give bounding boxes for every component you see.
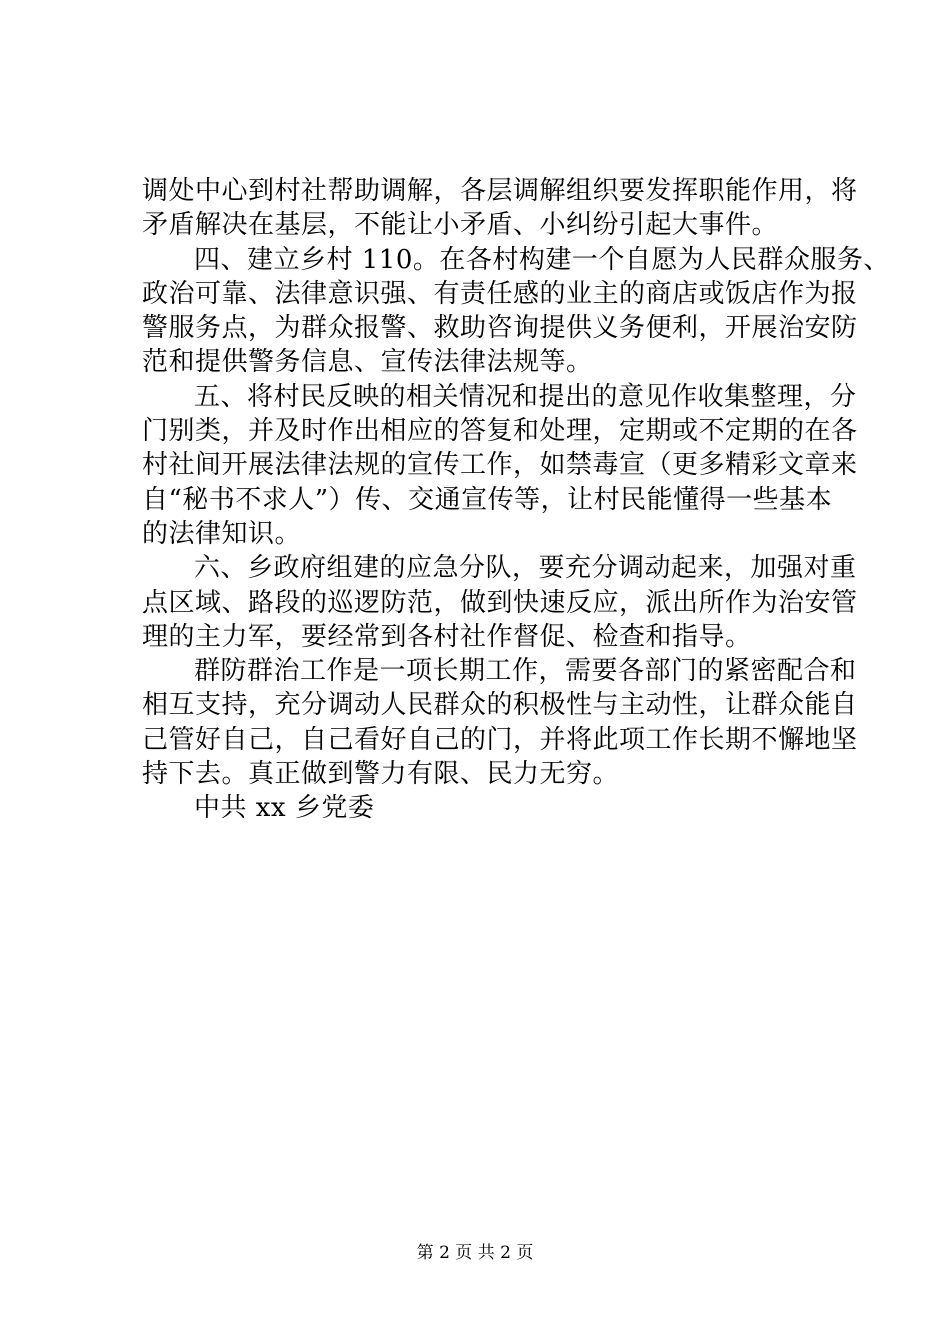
text-line: 村社间开展法律法规的宣传工作，如禁毒宣（更多精彩文章来 <box>142 450 858 481</box>
text-line: 范和提供警务信息、宣传法律法规等。 <box>142 347 593 378</box>
text-line: 六、乡政府组建的应急分队，要充分调动起来，加强对重 <box>194 553 857 584</box>
text-line: 理的主力军，要经常到各村社作督促、检查和指导。 <box>142 621 752 652</box>
document-body <box>142 174 890 826</box>
text-line: 四、建立乡村 110。在各村构建一个自愿为人民群众服务、 <box>194 244 890 275</box>
text-line: 的法律知识。 <box>142 518 302 549</box>
text-line: 矛盾解决在基层，不能让小矛盾、小纠纷引起大事件。 <box>142 210 779 241</box>
text-line: 警服务点，为群众报警、救助咨询提供义务便利，开展治安防 <box>142 313 858 344</box>
text-line: 相互支持，充分调动人民群众的积极性与主动性，让群众能自 <box>142 690 858 721</box>
text-line: 群防群治工作是一项长期工作，需要各部门的紧密配合和 <box>194 656 857 687</box>
text-line: 持下去。真正做到警力有限、民力无穷。 <box>142 759 620 790</box>
text-line: 调处中心到村社帮助调解，各层调解组织要发挥职能作用，将 <box>142 176 858 206</box>
text-line: 自“秘书不求人”）传、交通宣传等，让村民能懂得一些基本 <box>142 484 833 515</box>
page-number-footer: 第 2 页 共 2 页 <box>416 1243 534 1263</box>
text-line: 门别类，并及时作出相应的答复和处理，定期或不定期的在各 <box>142 416 858 447</box>
text-line: 政治可靠、法律意识强、有责任感的业主的商店或饭店作为报 <box>142 278 858 309</box>
signature-line: 中共 xx 乡党委 <box>194 793 375 824</box>
text-line: 五、将村民反映的相关情况和提出的意见作收集整理，分 <box>194 381 857 412</box>
text-line: 点区域、路段的巡逻防范，做到快速反应，派出所作为治安管 <box>142 587 858 618</box>
text-line: 己管好自己，自己看好自己的门，并将此项工作长期不懈地坚 <box>142 724 858 755</box>
